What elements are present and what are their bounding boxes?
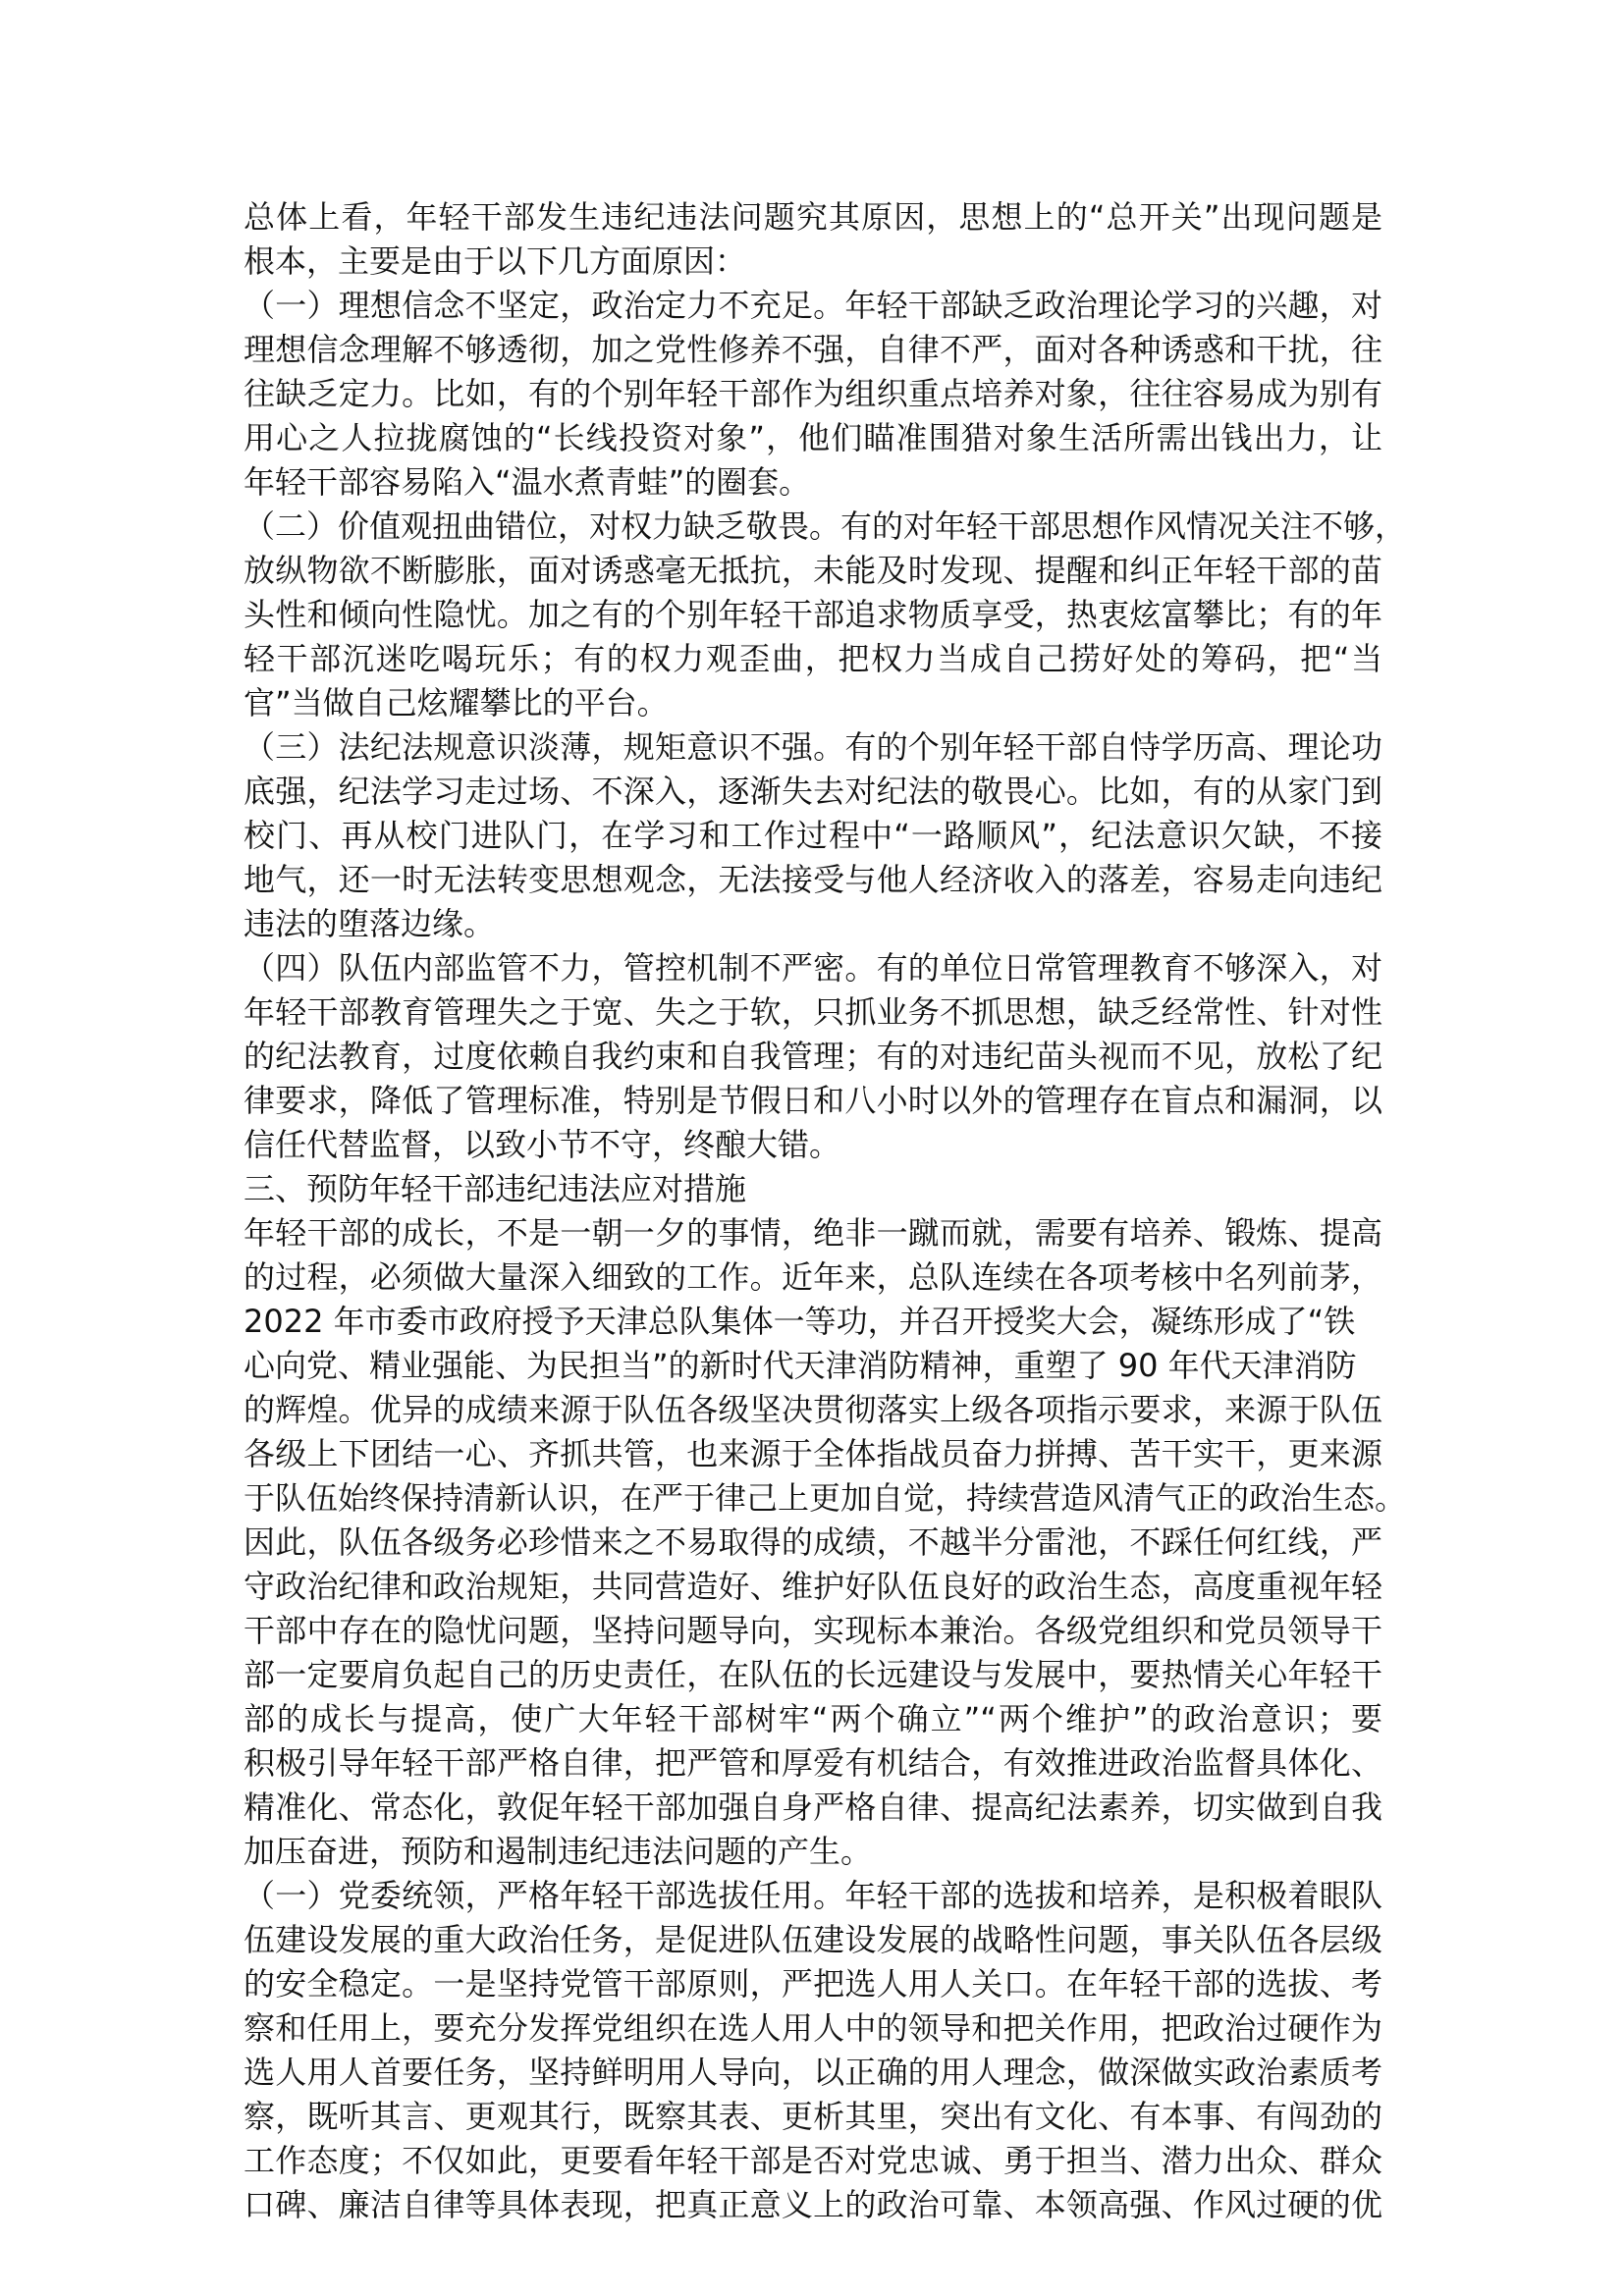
- text-line: 官”当做自己炫耀攀比的平台。: [244, 684, 669, 721]
- text-line: （三）法纪法规意识淡薄，规矩意识不强。有的个别年轻干部自恃学历高、理论功: [244, 728, 1382, 766]
- text-line: 工作态度；不仅如此，更要看年轻干部是否对党忠诚、勇于担当、潜力出众、群众: [244, 2142, 1382, 2179]
- paragraph: [244, 1874, 1382, 2227]
- text-line: 年轻干部容易陷入“温水煮青蛙”的圈套。: [244, 463, 811, 501]
- text-line: 的辉煌。优异的成绩来源于队伍各级坚决贯彻落实上级各项指示要求，来源于队伍: [244, 1391, 1382, 1428]
- paragraph: [244, 725, 1382, 946]
- paragraph: [244, 1211, 1407, 1874]
- text-line: 地气，还一时无法转变思想观念，无法接受与他人经济收入的落差，容易走向违纪: [244, 861, 1382, 898]
- text-line: 积极引导年轻干部严格自律，把严管和厚爱有机结合，有效推进政治监督具体化、: [244, 1744, 1382, 1782]
- text-line: 加压奋进，预防和遏制违纪违法问题的产生。: [244, 1833, 873, 1870]
- text-line: 总体上看，年轻干部发生违纪违法问题究其原因，思想上的“总开关”出现问题是: [244, 198, 1382, 236]
- text-line: 心向党、精业强能、为民担当”的新时代天津消防精神，重塑了 90 年代天津消防: [244, 1347, 1357, 1384]
- paragraph: [244, 284, 1382, 505]
- text-line: 各级上下团结一心、齐抓共管，也来源于全体指战员奋力拼搏、苦干实干，更来源: [244, 1435, 1382, 1472]
- text-line: 年轻干部教育管理失之于宽、失之于软，只抓业务不抓思想，缺乏经常性、针对性: [244, 993, 1382, 1031]
- text-line: （四）队伍内部监管不力，管控机制不严密。有的单位日常管理教育不够深入，对: [244, 949, 1382, 987]
- text-line: 的过程，必须做大量深入细致的工作。近年来，总队连续在各项考核中名列前茅，: [244, 1258, 1382, 1296]
- text-line: （一）理想信念不坚定，政治定力不充足。年轻干部缺乏政治理论学习的兴趣，对: [244, 287, 1382, 324]
- text-line: 因此，队伍各级务必珍惜来之不易取得的成绩，不越半分雷池，不踩任何红线，严: [244, 1523, 1382, 1561]
- text-line: 理想信念理解不够透彻，加之党性修养不强，自律不严，面对各种诱惑和干扰，往: [244, 331, 1382, 368]
- paragraph: [244, 946, 1382, 1167]
- text-line: 校门、再从校门进队门，在学习和工作过程中“一路顺风”，纪法意识欠缺，不接: [244, 817, 1382, 854]
- text-line: 违法的堕落边缘。: [244, 905, 496, 942]
- text-line: 于队伍始终保持清新认识，在严于律己上更加自觉，持续营造风清气正的政治生态。: [244, 1479, 1407, 1517]
- text-line: 的纪法教育，过度依赖自我约束和自我管理；有的对违纪苗头视而不见，放松了纪: [244, 1038, 1382, 1075]
- text-line: 精准化、常态化，敦促年轻干部加强自身严格自律、提高纪法素养，切实做到自我: [244, 1789, 1382, 1826]
- text-line: 部的成长与提高，使广大年轻干部树牢“两个确立”“两个维护”的政治意识；要: [244, 1700, 1382, 1737]
- text-line: 干部中存在的隐忧问题，坚持问题导向，实现标本兼治。各级党组织和党员领导干: [244, 1612, 1382, 1649]
- text-line: 部一定要肩负起自己的历史责任，在队伍的长远建设与发展中，要热情关心年轻干: [244, 1656, 1382, 1693]
- text-line: 三、预防年轻干部违纪违法应对措施: [244, 1170, 747, 1207]
- document-body: [244, 195, 1407, 2227]
- text-line: 放纵物欲不断膨胀，面对诱惑毫无抵抗，未能及时发现、提醒和纠正年轻干部的苗: [244, 552, 1382, 589]
- text-line: （二）价值观扭曲错位，对权力缺乏敬畏。有的对年轻干部思想作风情况关注不够，: [244, 507, 1407, 545]
- text-line: 底强，纪法学习走过场、不深入，逐渐失去对纪法的敬畏心。比如，有的从家门到: [244, 773, 1382, 810]
- paragraph: [244, 505, 1407, 725]
- paragraph: [244, 1167, 1382, 1211]
- paragraph: [244, 195, 1382, 284]
- text-line: 年轻干部的成长，不是一朝一夕的事情，绝非一蹴而就，需要有培养、锻炼、提高: [244, 1214, 1382, 1252]
- text-line: 守政治纪律和政治规矩，共同营造好、维护好队伍良好的政治生态，高度重视年轻: [244, 1568, 1382, 1605]
- text-line: 伍建设发展的重大政治任务，是促进队伍建设发展的战略性问题，事关队伍各层级: [244, 1921, 1382, 1958]
- text-line: 用心之人拉拢腐蚀的“长线投资对象”，他们瞄准围猎对象生活所需出钱出力，让: [244, 419, 1382, 456]
- text-line: 信任代替监督，以致小节不守，终酿大错。: [244, 1126, 841, 1163]
- text-line: 往缺乏定力。比如，有的个别年轻干部作为组织重点培养对象，往往容易成为别有: [244, 375, 1382, 412]
- text-line: 的安全稳定。一是坚持党管干部原则，严把选人用人关口。在年轻干部的选拔、考: [244, 1965, 1382, 2002]
- text-line: 2022 年市委市政府授予天津总队集体一等功，并召开授奖大会，凝练形成了“铁: [244, 1303, 1356, 1340]
- text-line: 察和任用上，要充分发挥党组织在选人用人中的领导和把关作用，把政治过硬作为: [244, 2009, 1382, 2047]
- text-line: 律要求，降低了管理标准，特别是节假日和八小时以外的管理存在盲点和漏洞，以: [244, 1082, 1382, 1119]
- text-line: 根本，主要是由于以下几方面原因：: [244, 242, 747, 280]
- text-line: 头性和倾向性隐忧。加之有的个别年轻干部追求物质享受，热衷炫富攀比；有的年: [244, 596, 1382, 633]
- text-line: 口碑、廉洁自律等具体表现，把真正意义上的政治可靠、本领高强、作风过硬的优: [244, 2186, 1382, 2223]
- text-line: （一）党委统领，严格年轻干部选拔任用。年轻干部的选拔和培养，是积极着眼队: [244, 1877, 1382, 1914]
- text-line: 选人用人首要任务，坚持鲜明用人导向，以正确的用人理念，做深做实政治素质考: [244, 2054, 1382, 2091]
- text-line: 轻干部沉迷吃喝玩乐；有的权力观歪曲，把权力当成自己捞好处的筹码，把“当: [244, 640, 1382, 677]
- text-line: 察，既听其言、更观其行，既察其表、更析其里，突出有文化、有本事、有闯劲的: [244, 2098, 1382, 2135]
